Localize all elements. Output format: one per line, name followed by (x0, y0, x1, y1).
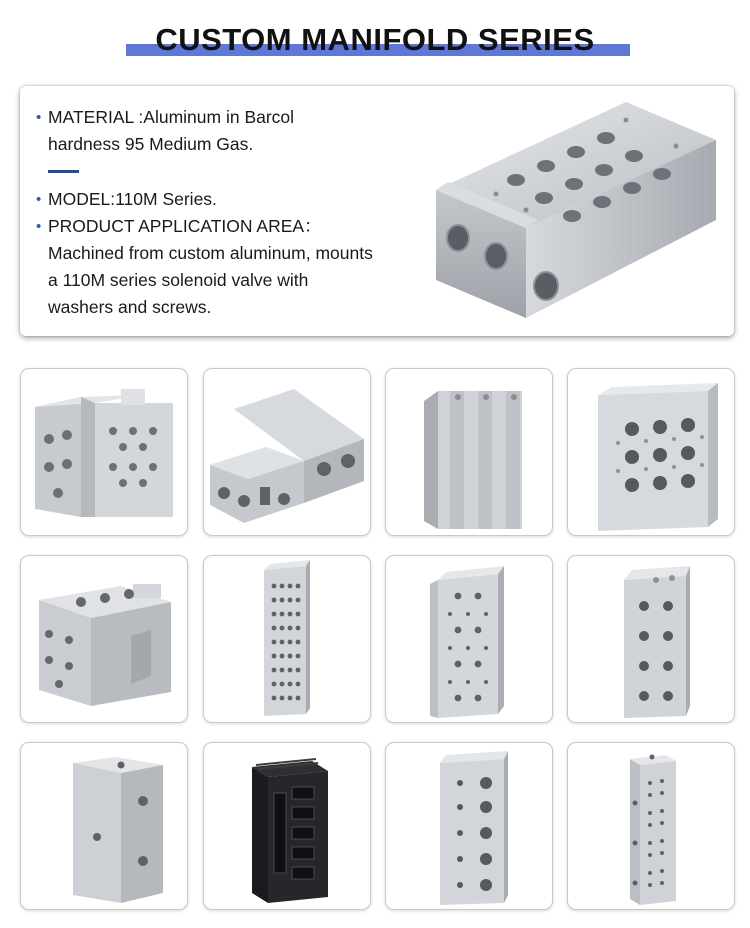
manifold-tall-block-icon (21, 743, 188, 910)
manifold-hero-image (426, 90, 726, 330)
gallery-item[interactable] (567, 555, 735, 723)
gallery-item[interactable] (203, 368, 371, 536)
manifold-3x3-icon (568, 369, 735, 536)
manifold-cube-icon (21, 556, 188, 723)
application-line (36, 213, 436, 240)
application-line2: a 110M series solenoid valve with (48, 270, 309, 290)
gallery-item[interactable] (567, 742, 735, 910)
spec-card (20, 86, 734, 336)
gallery-item[interactable] (20, 742, 188, 910)
gallery-item[interactable] (203, 555, 371, 723)
application-line3: washers and screws. (48, 297, 212, 317)
page-title: CUSTOM MANIFOLD SERIES (155, 22, 595, 57)
header (0, 18, 750, 68)
manifold-angled-icon (204, 369, 371, 536)
gallery-item[interactable] (385, 555, 553, 723)
manifold-block-icon (21, 369, 188, 536)
bullet-icon: • (36, 109, 42, 126)
gallery-item[interactable] (385, 368, 553, 536)
material-line (36, 104, 436, 131)
material-value: Aluminum in Barcol (143, 107, 295, 127)
application-label: PRODUCT APPLICATION AREA： (48, 216, 322, 236)
bullet-icon: • (36, 218, 42, 235)
manifold-5-station-icon (386, 743, 553, 910)
application-line1: Machined from custom aluminum, mounts (48, 243, 373, 263)
manifold-long-strip-2-icon (386, 556, 553, 723)
gallery-item[interactable] (567, 368, 735, 536)
bullet-icon: • (36, 191, 42, 208)
manifold-profile-icon (386, 369, 553, 536)
accent-rule (48, 170, 79, 173)
model-label: MODEL: (48, 189, 116, 209)
gallery-item[interactable] (20, 555, 188, 723)
gallery-item[interactable] (203, 742, 371, 910)
spec-text (36, 104, 436, 321)
manifold-4-station-icon (568, 556, 735, 723)
material-value-line2: hardness 95 Medium Gas. (48, 134, 254, 154)
manifold-black-anodized-icon (204, 743, 371, 910)
material-label: MATERIAL : (48, 107, 144, 127)
model-value: 110M Series. (115, 189, 217, 209)
model-line (36, 186, 436, 213)
gallery-item[interactable] (385, 742, 553, 910)
gallery-item[interactable] (20, 368, 188, 536)
manifold-narrow-bar-icon (568, 743, 735, 910)
manifold-long-strip-icon (204, 556, 371, 723)
